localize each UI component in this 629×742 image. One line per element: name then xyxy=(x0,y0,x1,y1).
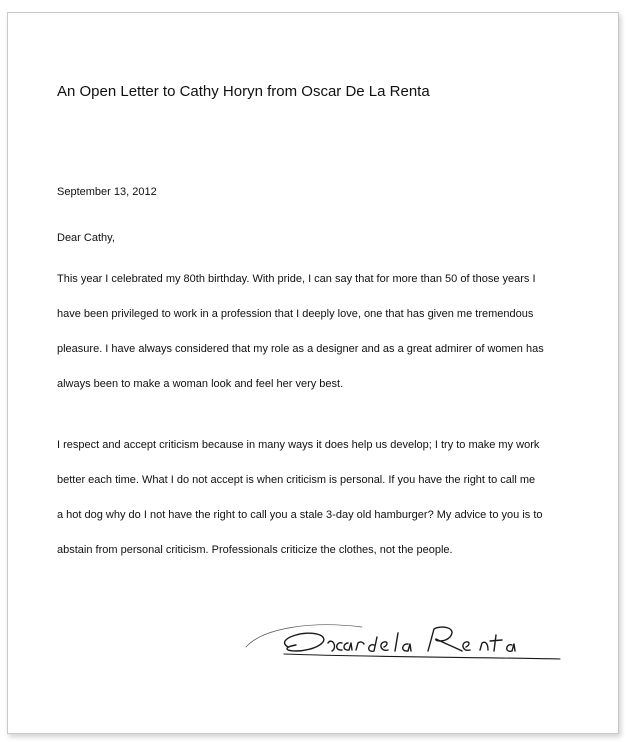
letter-date: September 13, 2012 xyxy=(57,186,157,198)
paragraph-line: have been privileged to work in a profession that I deeply love, one that has given me tremendous xyxy=(57,308,534,320)
paragraph-line: pleasure. I have always considered that my role as a designer and as a great admirer of women has xyxy=(57,343,544,355)
paragraph-2 xyxy=(57,438,543,578)
paragraph-1 xyxy=(57,272,544,412)
paragraph-line: better each time. What I do not accept is when criticism is personal. If you have the right to call me xyxy=(57,474,536,486)
paragraph-line: This year I celebrated my 80th birthday. With pride, I can say that for more than 50 of those years I xyxy=(57,273,536,285)
paragraph-line: I respect and accept criticism because in many ways it does help us develop; I try to make my work xyxy=(57,439,540,451)
letter-page xyxy=(7,12,619,734)
handwritten-signature xyxy=(244,617,564,667)
paragraph-line: a hot dog why do I not have the right to call you a stale 3-day old hamburger? My advice to you is to xyxy=(57,509,543,521)
paragraph-line: abstain from personal criticism. Professionals criticize the clothes, not the people. xyxy=(57,544,453,556)
paragraph-line: always been to make a woman look and feel her very best. xyxy=(57,378,344,390)
letter-title: An Open Letter to Cathy Horyn from Oscar De La Renta xyxy=(57,83,430,100)
letter-salutation: Dear Cathy, xyxy=(57,232,115,244)
